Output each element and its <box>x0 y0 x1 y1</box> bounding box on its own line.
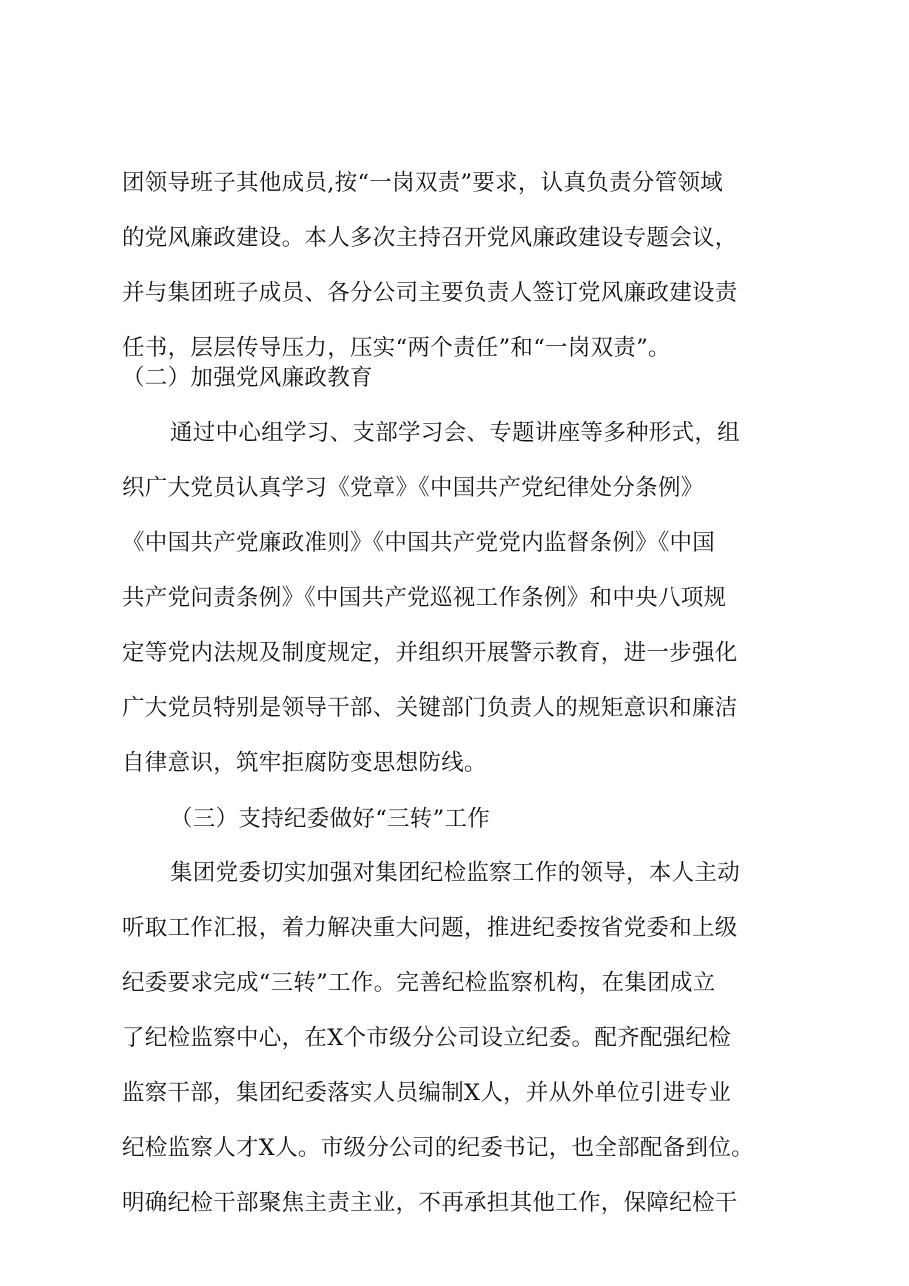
body-text-line: 共产党问责条例》《中国共产党巡视工作条例》和中央八项规 <box>122 585 727 611</box>
section-heading: （二）加强党风廉政教育 <box>122 365 373 391</box>
body-text-line: 自律意识，筑牢拒腐防变思想防线。 <box>122 750 487 776</box>
body-text-line: 监察干部，集团纪委落实人员编制X人，并从外单位引进专业 <box>122 1080 732 1106</box>
body-text-line: 《中国共产党廉政准则》《中国共产党党内监督条例》《中国 <box>122 530 716 556</box>
body-text-line: 了纪检监察中心，在X个市级分公司设立纪委。配齐配强纪检 <box>122 1025 732 1051</box>
paragraph-first-line: 通过中心组学习、支部学习会、专题讲座等多种形式，组 <box>170 420 741 446</box>
body-text-line: 织广大党员认真学习《党章》《中国共产党纪律处分条例》 <box>122 475 704 501</box>
body-text-line: 任书，层层传导压力，压实“两个责任”和“一岗双责”。 <box>122 335 671 361</box>
body-text-line: 定等党内法规及制度规定，并组织开展警示教育，进一步强化 <box>122 640 738 666</box>
body-text-line: 明确纪检干部聚焦主责主业，不再承担其他工作，保障纪检干 <box>122 1190 738 1216</box>
body-text-line: 广大党员特别是领导干部、关键部门负责人的规矩意识和廉洁 <box>122 695 738 721</box>
body-text-line: 纪检监察人才X人。市级分公司的纪委书记，也全部配备到位。 <box>122 1135 754 1161</box>
body-text-line: 纪委要求完成“三转”工作。完善纪检监察机构，在集团成立 <box>122 970 716 996</box>
body-text-line: 并与集团班子成员、各分公司主要负责人签订党风廉政建设责 <box>122 280 738 306</box>
body-text-line: 团领导班子其他成员,按“一岗双责”要求，认真负责分管领域 <box>122 170 724 196</box>
body-text-line: 的党风廉政建设。本人多次主持召开党风廉政建设专题会议， <box>122 225 738 251</box>
section-heading: （三）支持纪委做好“三转”工作 <box>170 806 491 832</box>
paragraph-first-line: 集团党委切实加强对集团纪检监察工作的领导，本人主动 <box>170 860 741 886</box>
body-text-line: 听取工作汇报，着力解决重大问题，推进纪委按省党委和上级 <box>122 915 738 941</box>
